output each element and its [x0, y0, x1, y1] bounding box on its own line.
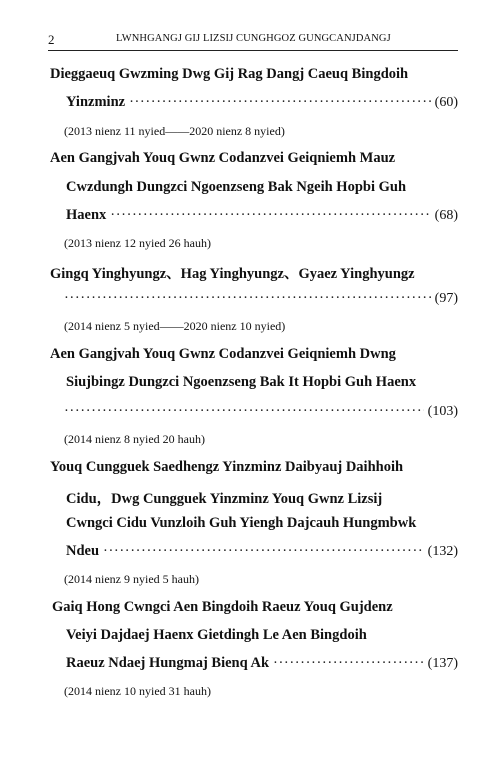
toc-entry-1-title-line-1[interactable]: Dieggaeuq Gwzming Dwg Gij Rag Dangj Caeuq Bingdoih	[50, 66, 409, 82]
toc-entry-2-page: (68)	[434, 208, 458, 223]
toc-entry-6-leader[interactable]	[66, 655, 458, 672]
toc-entry-6-title-line-1[interactable]: Gaiq Hong Cwngci Aen Bingdoih Raeuz Youq Gujdenz	[52, 599, 393, 615]
toc-entry-5-title-line-2[interactable]: Cidu，Dwg Cungguek Yinzminz Youq Gwnz Lizsij	[66, 491, 383, 507]
dot-leader	[129, 94, 431, 111]
toc-entry-5-page: (132)	[427, 544, 458, 559]
toc-entry-5-leader[interactable]	[66, 543, 458, 560]
toc-entry-5-title-last: Ndeu	[66, 543, 100, 559]
toc-entry-1-page: (60)	[434, 95, 458, 110]
toc-entry-4-page: (103)	[427, 404, 458, 419]
toc-entry-6-title-line-2[interactable]: Veiyi Dajdaej Haenx Gietdingh Le Aen Bingdoih	[66, 627, 367, 643]
dot-leader	[64, 403, 424, 420]
toc-entry-1-leader[interactable]	[66, 94, 458, 111]
toc-entry-5-title-line-3[interactable]: Cwngci Cidu Vunzloih Guh Yiengh Dajcauh Hungmbwk	[66, 515, 417, 531]
toc-entry-3-title-line-1[interactable]: Gingq Yinghyungz、Hag Yinghyungz、Gyaez Yinghyungz	[50, 266, 415, 282]
toc-entry-3-date: (2014 nienz 5 nyied——2020 nienz 10 nyied)	[64, 319, 286, 333]
toc-entry-6-title-last: Raeuz Ndaej Hungmaj Bienq Ak	[66, 655, 270, 671]
toc-entry-2-title-line-2[interactable]: Cwzdungh Dungzci Ngoenzseng Bak Ngeih Hopbi Guh	[66, 179, 407, 195]
page-header	[48, 32, 458, 51]
toc-entry-2-leader[interactable]	[66, 207, 458, 224]
toc-entry-4-leader[interactable]	[64, 403, 458, 420]
toc-entry-3-leader[interactable]	[64, 290, 458, 307]
dot-leader	[273, 655, 424, 672]
dot-leader	[64, 290, 431, 307]
dot-leader	[103, 543, 424, 560]
toc-entry-2-title-last: Haenx	[66, 207, 107, 223]
toc-entry-4-title-line-1[interactable]: Aen Gangjvah Youq Gwnz Codanzvei Geiqniemh Dwng	[50, 346, 396, 362]
toc-entry-1-date: (2013 nienz 11 nyied——2020 nienz 8 nyied)	[64, 124, 285, 138]
running-title: LWNHGANGJ GIJ LIZSIJ CUNGHGOZ GUNGCANJDANGJ	[116, 33, 391, 44]
toc-entry-5-title-line-1[interactable]: Youq Cungguek Saedhengz Yinzminz Daibyauj Daihhoih	[50, 459, 404, 475]
toc-entry-5-date: (2014 nienz 9 nyied 5 hauh)	[64, 572, 199, 586]
toc-entry-4-title-line-2[interactable]: Siujbingz Dungzci Ngoenzseng Bak It Hopbi Guh Haenx	[66, 374, 417, 390]
toc-entry-2-date: (2013 nienz 12 nyied 26 hauh)	[64, 236, 211, 250]
page-number: 2	[48, 32, 55, 47]
toc-entry-6-page: (137)	[427, 656, 458, 671]
toc-entry-3-page: (97)	[434, 291, 458, 306]
toc-entry-2-title-line-1[interactable]: Aen Gangjvah Youq Gwnz Codanzvei Geiqniemh Mauz	[50, 150, 396, 166]
toc-entry-1-title-last: Yinzminz	[66, 94, 126, 110]
toc-entry-4-date: (2014 nienz 8 nyied 20 hauh)	[64, 432, 205, 446]
toc-entry-6-date: (2014 nienz 10 nyied 31 hauh)	[64, 684, 211, 698]
dot-leader	[110, 207, 430, 224]
